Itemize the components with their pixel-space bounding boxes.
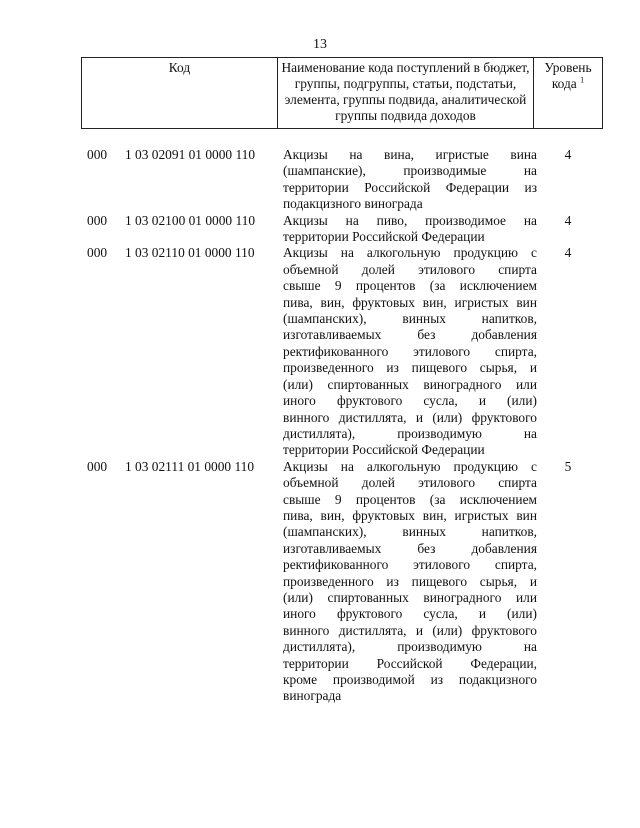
row-name-line: территории Российской Федерации — [283, 229, 485, 245]
row-name — [283, 245, 537, 458]
row-name-line: подакцизного винограда — [283, 196, 423, 212]
row-name-line: Акцизы на пиво, производимое на — [283, 212, 537, 228]
table-row — [81, 147, 603, 213]
row-name-line: изготавливаемых без добавления — [283, 327, 537, 343]
row-name-line: винограда — [283, 688, 342, 704]
page-number: 13 — [313, 37, 327, 52]
row-prefix: 000 — [87, 458, 108, 474]
header-level-footnote: 1 — [580, 75, 585, 85]
row-level: 4 — [564, 245, 572, 261]
row-name-line: объемной долей этилового спирта — [283, 261, 537, 277]
row-name-line: ректификованного этилового спирта, — [283, 343, 537, 359]
header-code-label: Код — [168, 60, 191, 75]
row-name — [283, 459, 537, 705]
row-name-line: объемной долей этилового спирта — [283, 475, 537, 491]
row-code: 1 03 02091 01 0000 110 — [125, 147, 256, 162]
row-name — [283, 213, 537, 246]
row-name-line: территории Российской Федерации, — [283, 655, 537, 671]
row-name-line: территории Российской Федерации из — [283, 179, 537, 195]
row-name-line: винного дистиллята, и (или) фруктового — [283, 622, 537, 638]
row-name-line: свыше 9 процентов (за исключением — [283, 278, 537, 294]
row-name-line: произведенного из пищевого сырья, и — [283, 573, 537, 589]
row-name-line: ректификованного этилового спирта, — [283, 557, 537, 573]
row-name-line: изготавливаемых без добавления — [283, 540, 537, 556]
header-name — [277, 58, 533, 128]
row-name-line: территории Российской Федерации — [283, 442, 485, 458]
row-name-line: (или) спиртованных виноградного или — [283, 589, 537, 605]
row-name-line: иного фруктового сусла, и (или) — [283, 393, 537, 409]
row-prefix: 000 — [87, 212, 108, 228]
row-name-line: произведенного из пищевого сырья, и — [283, 360, 537, 376]
row-prefix: 000 — [87, 245, 108, 261]
header-name-label: Наименование кода поступлений в бюджет, группы, подгруппы, статьи, подстатьи, элемента, группы подвида, аналитической группы подвида доходов — [281, 60, 530, 123]
header-code — [81, 58, 277, 128]
row-name — [283, 147, 537, 213]
table-header — [81, 57, 603, 129]
row-name-line: пива, вин, фруктовых вин, игристых вин — [283, 294, 537, 310]
row-name-line: Акцизы на алкогольную продукцию с — [283, 458, 537, 474]
row-name-line: дистиллята), производимую на — [283, 425, 537, 441]
row-name-line: дистиллята), производимую на — [283, 639, 537, 655]
row-name-line: (шампанских), винных напитков, — [283, 311, 537, 327]
row-code: 1 03 02111 01 0000 110 — [125, 458, 255, 474]
row-name-line: Акцизы на алкогольную продукцию с — [283, 245, 537, 261]
table-row — [81, 459, 603, 705]
row-prefix: 000 — [87, 147, 108, 162]
row-level: 5 — [564, 458, 572, 474]
row-name-line: винного дистиллята, и (или) фруктового — [283, 409, 537, 425]
row-name-line: Акцизы на вина, игристые вина — [283, 147, 537, 162]
row-level: 4 — [564, 212, 572, 228]
row-name-line: свыше 9 процентов (за исключением — [283, 491, 537, 507]
row-name-line: пива, вин, фруктовых вин, игристых вин — [283, 507, 537, 523]
table-row — [81, 245, 603, 458]
table-body — [81, 147, 603, 705]
table-row — [81, 213, 603, 246]
header-level — [533, 58, 603, 128]
row-name-line: (шампанские), производимые на — [283, 163, 537, 179]
header-level-label: Уровень кода — [544, 60, 592, 91]
row-name-line: кроме производимой из подакцизного — [283, 672, 537, 687]
row-code: 1 03 02110 01 0000 110 — [125, 245, 255, 261]
row-name-line: иного фруктового сусла, и (или) — [283, 606, 537, 622]
row-level: 4 — [564, 147, 572, 162]
row-code: 1 03 02100 01 0000 110 — [125, 212, 256, 228]
row-name-line: (или) спиртованных виноградного или — [283, 376, 537, 392]
row-name-line: (шампанских), винных напитков, — [283, 524, 537, 540]
